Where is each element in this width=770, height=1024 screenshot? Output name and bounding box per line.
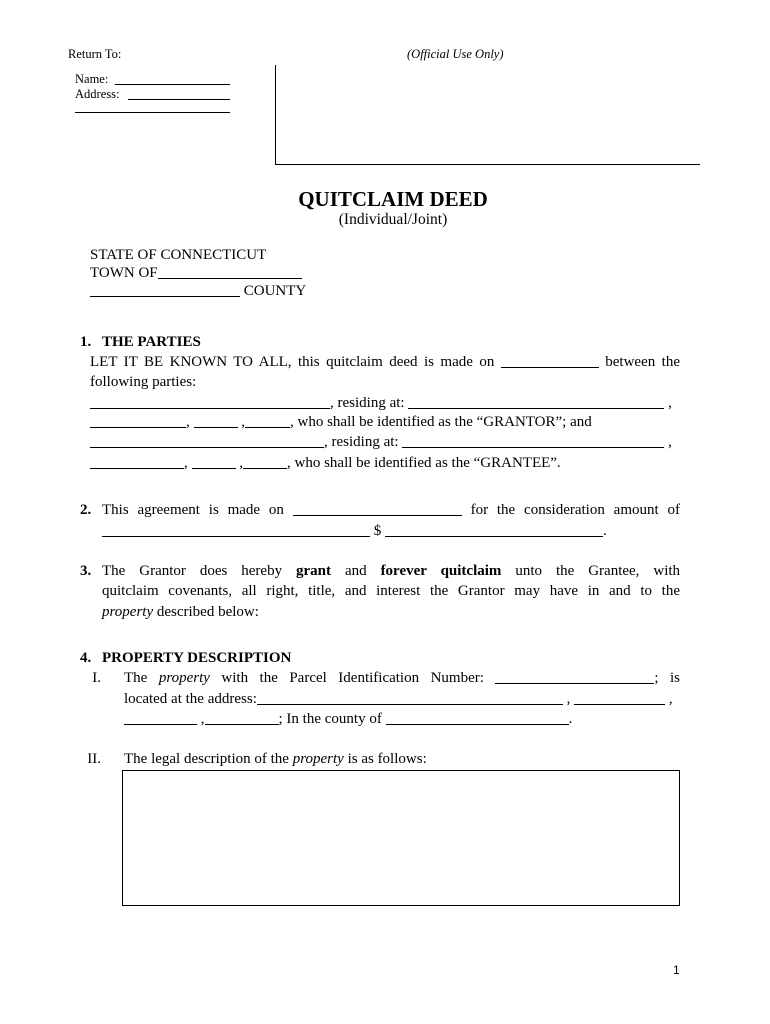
grantor-line-comma: , bbox=[668, 395, 672, 411]
grantee-state-field[interactable] bbox=[192, 456, 236, 469]
section-3-number: 3. bbox=[80, 563, 92, 579]
grantor-residing-label: , residing at: bbox=[330, 395, 405, 411]
grantor-state-field[interactable] bbox=[194, 415, 238, 428]
conveyance-emphasis-quitclaim: forever quitclaim bbox=[380, 563, 502, 579]
grantor-role-text: , who shall be identified as the “GRANTOR”; and bbox=[290, 414, 592, 430]
state-line: STATE OF CONNECTICUT bbox=[90, 247, 267, 263]
parties-intro-end: following parties: bbox=[90, 374, 197, 390]
section-1-heading: THE PARTIES bbox=[102, 334, 201, 350]
item-2-text-1: The legal description of the bbox=[124, 751, 289, 767]
section-4-number: 4. bbox=[80, 650, 92, 666]
grantee-residing-label: , residing at: bbox=[324, 434, 399, 450]
property-address-line bbox=[124, 689, 673, 709]
conveyance-text-2: and bbox=[344, 563, 367, 579]
agreement-text-after: for the consideration amount of bbox=[470, 502, 680, 518]
section-4-heading: PROPERTY DESCRIPTION bbox=[102, 650, 292, 666]
consideration-period: . bbox=[603, 523, 607, 539]
agreement-text-before: This agreement is made on bbox=[102, 502, 284, 518]
document-subtitle: (Individual/Joint) bbox=[338, 211, 448, 228]
grantee-name-field[interactable] bbox=[90, 435, 324, 448]
conveyance-emphasis-grant: grant bbox=[296, 563, 332, 579]
official-use-label: (Official Use Only) bbox=[407, 47, 504, 61]
town-row bbox=[90, 263, 302, 283]
grantee-zip-field[interactable] bbox=[243, 456, 287, 469]
return-address-line-2-field[interactable] bbox=[75, 102, 230, 113]
county-row bbox=[90, 281, 306, 301]
return-address-row bbox=[75, 86, 230, 102]
consideration-line bbox=[102, 521, 607, 541]
town-label: TOWN OF bbox=[90, 265, 158, 281]
property-city-comma: , bbox=[668, 691, 673, 707]
conveyance-line-2 bbox=[102, 581, 680, 601]
conveyance-term-property: property bbox=[102, 604, 154, 620]
item-1-text-4: located at the address: bbox=[124, 691, 257, 707]
grantee-role-line bbox=[90, 453, 561, 473]
property-street-comma: , bbox=[566, 691, 571, 707]
item-1-numeral: I. bbox=[92, 670, 101, 686]
grantor-street-field[interactable] bbox=[408, 396, 664, 409]
conveyance-text-4: quitclaim covenants, all right, title, and interest the Grantor may have in and to the bbox=[102, 583, 680, 599]
conveyance-text-5: described below: bbox=[156, 604, 259, 620]
grantor-state-comma: , bbox=[241, 414, 245, 430]
item-2-term-property: property bbox=[292, 751, 344, 767]
section-1-number: 1. bbox=[80, 334, 92, 350]
page-number: 1 bbox=[673, 963, 680, 977]
grantee-city-comma: , bbox=[184, 455, 188, 471]
return-name-row bbox=[75, 71, 230, 87]
return-name-label: Name: bbox=[75, 72, 109, 86]
return-address-field[interactable] bbox=[128, 89, 230, 100]
conveyance-text-3: unto the Grantee, with bbox=[515, 563, 681, 579]
parcel-id-field[interactable] bbox=[495, 671, 654, 684]
item-2-text-2: is as follows: bbox=[347, 751, 427, 767]
return-name-field[interactable] bbox=[115, 74, 230, 85]
conveyance-text-1: The Grantor does hereby bbox=[102, 563, 283, 579]
town-field[interactable] bbox=[158, 266, 302, 279]
parties-intro-line bbox=[90, 352, 680, 372]
item-1-term-property: property bbox=[158, 670, 210, 686]
grantor-city-field[interactable] bbox=[90, 415, 186, 428]
grantee-role-text: , who shall be identified as the “GRANTEE”. bbox=[287, 455, 561, 471]
document-title: QUITCLAIM DEED bbox=[298, 187, 488, 211]
agreement-date-line bbox=[102, 500, 680, 520]
property-county-line bbox=[124, 709, 572, 729]
grantor-city-comma: , bbox=[186, 414, 190, 430]
consideration-words-field[interactable] bbox=[102, 524, 370, 537]
property-county-period: . bbox=[568, 711, 573, 727]
legal-description-field[interactable] bbox=[122, 770, 680, 906]
parties-intro-text: LET IT BE KNOWN TO ALL, this quitclaim deed is made on bbox=[90, 354, 495, 370]
item-1-text-1: The bbox=[124, 670, 148, 686]
property-state-comma: , bbox=[200, 711, 205, 727]
grantee-state-comma: , bbox=[239, 455, 243, 471]
grantor-zip-field[interactable] bbox=[245, 415, 290, 428]
conveyance-line-1 bbox=[102, 561, 680, 581]
agreement-date-field[interactable] bbox=[293, 503, 462, 516]
grantee-address-line bbox=[90, 432, 672, 452]
deed-date-field[interactable] bbox=[501, 355, 599, 368]
property-city-field[interactable] bbox=[574, 692, 665, 705]
parties-intro-tail: between the bbox=[605, 354, 680, 370]
return-to-label: Return To: bbox=[68, 47, 122, 61]
item-2-numeral: II. bbox=[87, 751, 101, 767]
conveyance-line-3 bbox=[102, 602, 259, 622]
property-street-field[interactable] bbox=[257, 692, 563, 705]
county-label: COUNTY bbox=[243, 283, 307, 299]
item-1-text-3: ; is bbox=[654, 670, 681, 686]
item-1-text-2: with the Parcel Identification Number: bbox=[221, 670, 484, 686]
official-use-box bbox=[275, 65, 700, 165]
return-address-label: Address: bbox=[75, 87, 120, 101]
property-zip-field[interactable] bbox=[205, 712, 279, 725]
county-field[interactable] bbox=[90, 284, 240, 297]
currency-symbol: $ bbox=[373, 523, 382, 539]
item-1-text-5: ; In the county of bbox=[278, 711, 382, 727]
grantee-line-comma: , bbox=[668, 434, 672, 450]
section-2-number: 2. bbox=[80, 502, 92, 518]
grantor-name-field[interactable] bbox=[90, 396, 330, 409]
grantee-city-field[interactable] bbox=[90, 456, 184, 469]
legal-description-intro bbox=[124, 749, 427, 769]
grantee-street-field[interactable] bbox=[402, 435, 664, 448]
property-state-field[interactable] bbox=[124, 712, 197, 725]
parcel-id-line bbox=[124, 668, 680, 688]
property-county-field[interactable] bbox=[386, 712, 569, 725]
grantor-role-line bbox=[90, 412, 592, 432]
consideration-amount-field[interactable] bbox=[385, 524, 603, 537]
grantor-address-line bbox=[90, 393, 672, 413]
